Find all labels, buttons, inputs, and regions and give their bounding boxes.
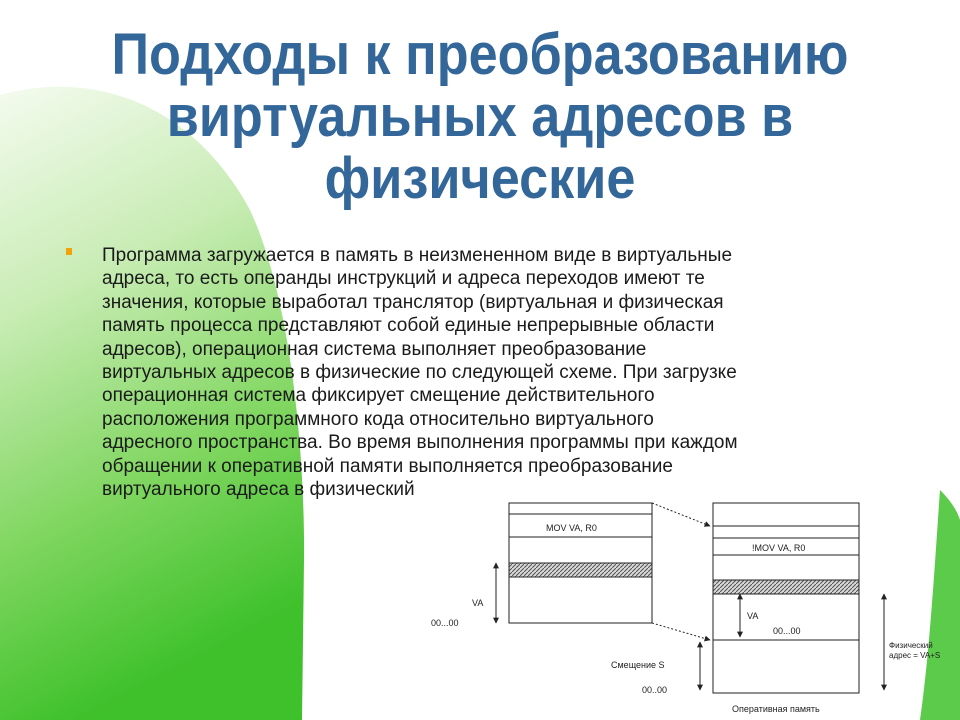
text-line: операционная система фиксирует смещение действительного	[102, 385, 655, 407]
text-line: память процесса представляют собой единые непрерывные области	[102, 315, 715, 337]
text-line: адресного пространства. Во время выполнения программы при каждом	[102, 432, 738, 454]
text-line: Программа загружается в память в неизмененном виде в виртуальные	[102, 245, 733, 266]
text-line: виртуального адреса в физический	[102, 479, 415, 501]
title-line: физические	[324, 146, 636, 211]
left-va-label: VA	[472, 598, 484, 608]
mapping-arrow-top	[652, 503, 710, 526]
text-line: виртуальных адресов в физические по следующей схеме. При загрузке	[102, 362, 737, 384]
physical-memory-block	[713, 503, 859, 693]
physical-label-line1: Физический	[889, 641, 933, 650]
mapping-arrow-bottom	[652, 623, 710, 640]
right-va-label: VA	[747, 611, 759, 621]
title-line: виртуальных адресов в	[166, 84, 794, 149]
text-line: обращении к оперативной памяти выполняется преобразование	[102, 455, 673, 477]
text-line: адреса, то есть операнды инструкций и адреса переходов имеют те	[102, 268, 705, 290]
text-line: расположения программного кода относительно виртуального	[102, 408, 654, 430]
right-instruction-label: !MOV VA, R0	[752, 543, 806, 553]
left-origin-label: 00...00	[431, 618, 459, 628]
left-instruction-label: MOV VA, R0	[546, 523, 597, 533]
right-origin-label: 00..00	[642, 685, 668, 695]
offset-label: Смещение S	[611, 660, 665, 670]
memory-caption: Оперативная память	[732, 704, 820, 714]
physical-label-line2: адрес = VA+S	[889, 651, 941, 660]
virtual-address-space-block	[509, 503, 652, 623]
text-line: адресов), операционная система выполняет преобразование	[102, 338, 647, 360]
text-line: значения, которые выработал транслятор (виртуальная и физическая	[102, 291, 724, 313]
title-line: Подходы к преобразованию	[111, 22, 849, 87]
right-inner-origin-label: 00...00	[773, 626, 801, 636]
